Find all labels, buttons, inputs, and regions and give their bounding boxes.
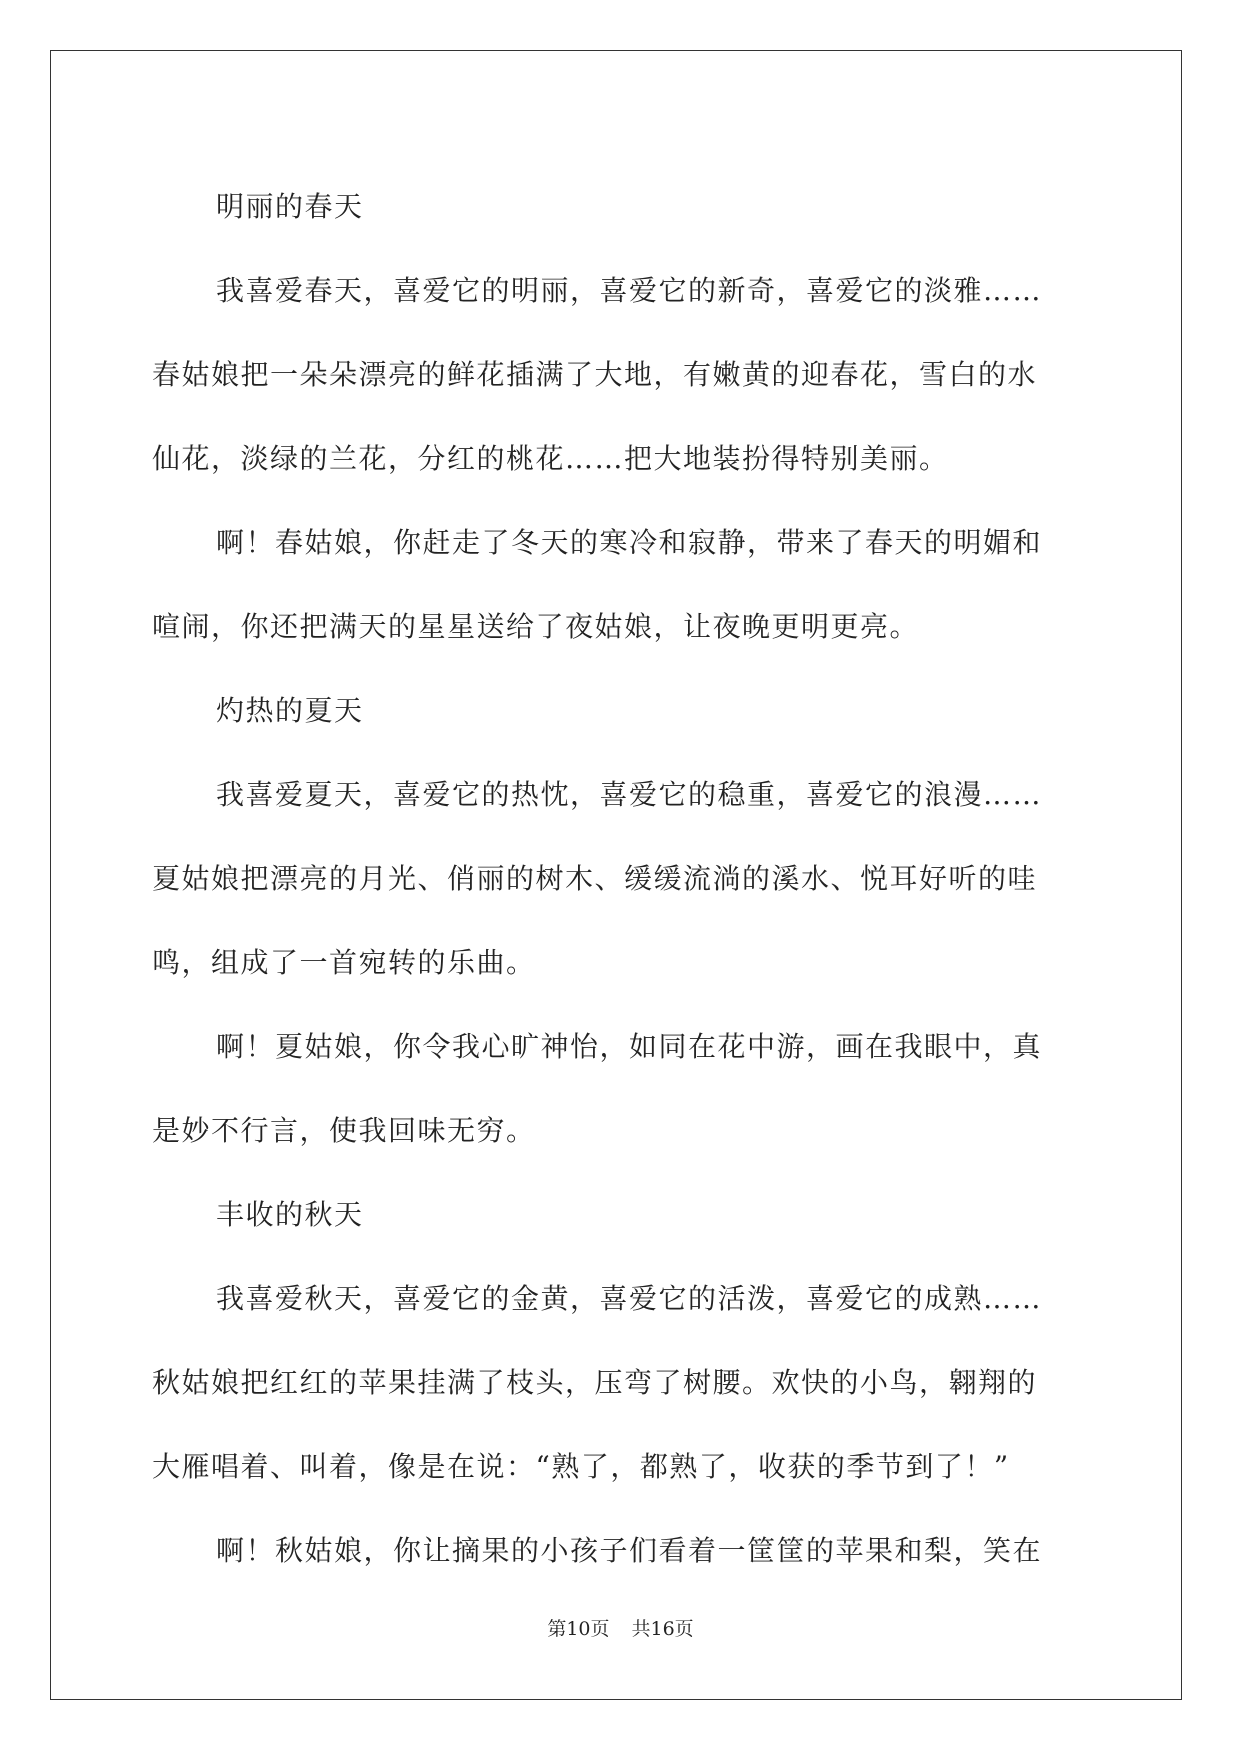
- section-heading-autumn: 丰收的秋天: [216, 1198, 364, 1231]
- paragraph-line: 春姑娘把一朵朵漂亮的鲜花插满了大地，有嫩黄的迎春花，雪白的水: [152, 358, 1038, 391]
- paragraph-line: 是妙不行言，使我回味无穷。: [152, 1114, 536, 1147]
- page-number-total: 共16页: [631, 1618, 694, 1640]
- paragraph-line: 啊！春姑娘，你赶走了冬天的寒冷和寂静，带来了春天的明媚和: [216, 526, 1043, 559]
- paragraph-line: 喧闹，你还把满天的星星送给了夜姑娘，让夜晚更明更亮。: [152, 610, 920, 643]
- paragraph-line: 夏姑娘把漂亮的月光、俏丽的树木、缓缓流淌的溪水、悦耳好听的哇: [152, 862, 1038, 895]
- paragraph-line: 我喜爱秋天，喜爱它的金黄，喜爱它的活泼，喜爱它的成熟……: [216, 1282, 1043, 1315]
- paragraph-line: 仙花，淡绿的兰花，分红的桃花……把大地装扮得特别美丽。: [152, 442, 949, 475]
- paragraph-line: 我喜爱春天，喜爱它的明丽，喜爱它的新奇，喜爱它的淡雅……: [216, 274, 1043, 307]
- paragraph-line: 鸣，组成了一首宛转的乐曲。: [152, 946, 536, 979]
- document-body: [152, 165, 1088, 1593]
- page-footer: [0, 1614, 1241, 1641]
- paragraph-line: 我喜爱夏天，喜爱它的热忱，喜爱它的稳重，喜爱它的浪漫……: [216, 778, 1043, 811]
- paragraph-line: 秋姑娘把红红的苹果挂满了枝头，压弯了树腰。欢快的小鸟，翱翔的: [152, 1366, 1038, 1399]
- section-heading-spring: 明丽的春天: [216, 190, 364, 223]
- page-number-current: 第10页: [547, 1618, 610, 1640]
- paragraph-line: 啊！秋姑娘，你让摘果的小孩子们看着一筐筐的苹果和梨，笑在: [216, 1534, 1043, 1567]
- section-heading-summer: 灼热的夏天: [216, 694, 364, 727]
- paragraph-line: 啊！夏姑娘，你令我心旷神怡，如同在花中游，画在我眼中，真: [216, 1030, 1043, 1063]
- paragraph-line: 大雁唱着、叫着，像是在说：“熟了，都熟了，收获的季节到了！”: [152, 1450, 1010, 1483]
